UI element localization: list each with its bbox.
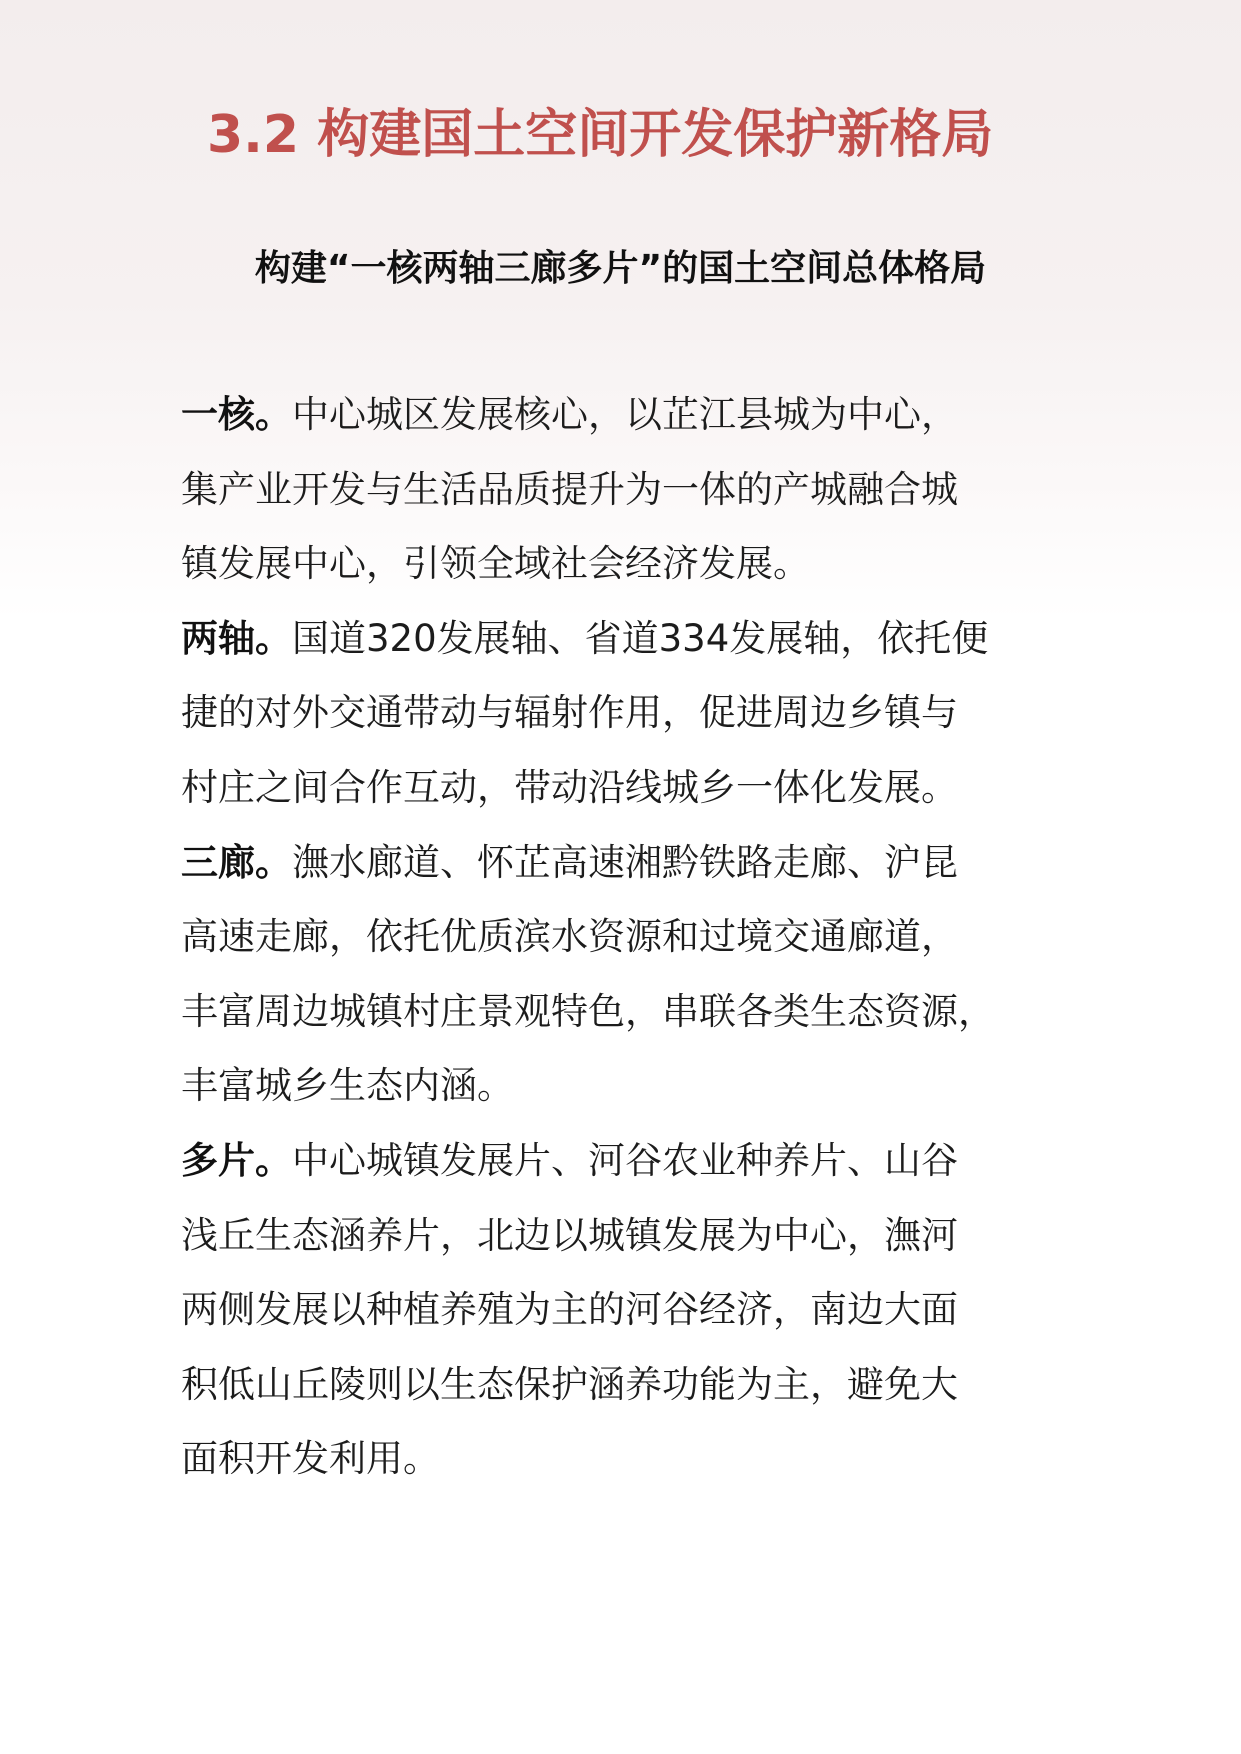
paragraph-lead: 两轴。 [181,616,292,660]
paragraph-text: 中心城镇发展片、河谷农业种养片、山谷 [292,1138,958,1182]
text-line [181,378,1071,453]
text-line: 丰富城乡生态内涵。 [181,1064,514,1108]
paragraph-text: 潕水廊道、怀芷高速湘黔铁路走廊、沪昆 [292,840,958,884]
text-line: 镇发展中心，引领全域社会经济发展。 [181,542,810,586]
paragraph-lead: 一核。 [181,393,292,436]
paragraph-core [181,378,1071,602]
text-line: 两侧发展以种植养殖为主的河谷经济，南边大面 [181,1288,958,1332]
text-line: 村庄之间合作互动，带动沿线城乡一体化发展。 [181,765,958,809]
paragraph-text: 国道320发展轴、省道334发展轴，依托便 [292,616,989,660]
text-line: 面积开发利用。 [181,1437,440,1481]
text-line [181,602,1071,677]
paragraph-lead: 多片。 [181,1138,292,1182]
paragraph-zones [181,1124,1071,1497]
page-title: 3.2 构建国土空间开发保护新格局 [207,105,994,165]
section-subtitle: 构建“一核两轴三廊多片”的国土空间总体格局 [254,248,987,289]
text-line: 积低山丘陵则以生态保护涵养功能为主，避免大 [181,1362,958,1406]
body-content [181,378,1071,1497]
text-line: 丰富周边城镇村庄景观特色，串联各类生态资源， [181,989,995,1033]
text-line [181,826,1071,901]
paragraph-axes [181,602,1071,826]
text-line [181,1124,1071,1199]
paragraph-text: 中心城区发展核心，以芷江县城为中心， [292,393,958,436]
text-line: 集产业开发与生活品质提升为一体的产城融合城 [181,467,958,511]
paragraph-corridors [181,826,1071,1124]
paragraph-lead: 三廊。 [181,840,292,884]
text-line: 高速走廊，依托优质滨水资源和过境交通廊道， [181,915,958,959]
text-line: 浅丘生态涵养片，北边以城镇发展为中心，潕河 [181,1213,958,1257]
text-line: 捷的对外交通带动与辐射作用，促进周边乡镇与 [181,691,958,735]
